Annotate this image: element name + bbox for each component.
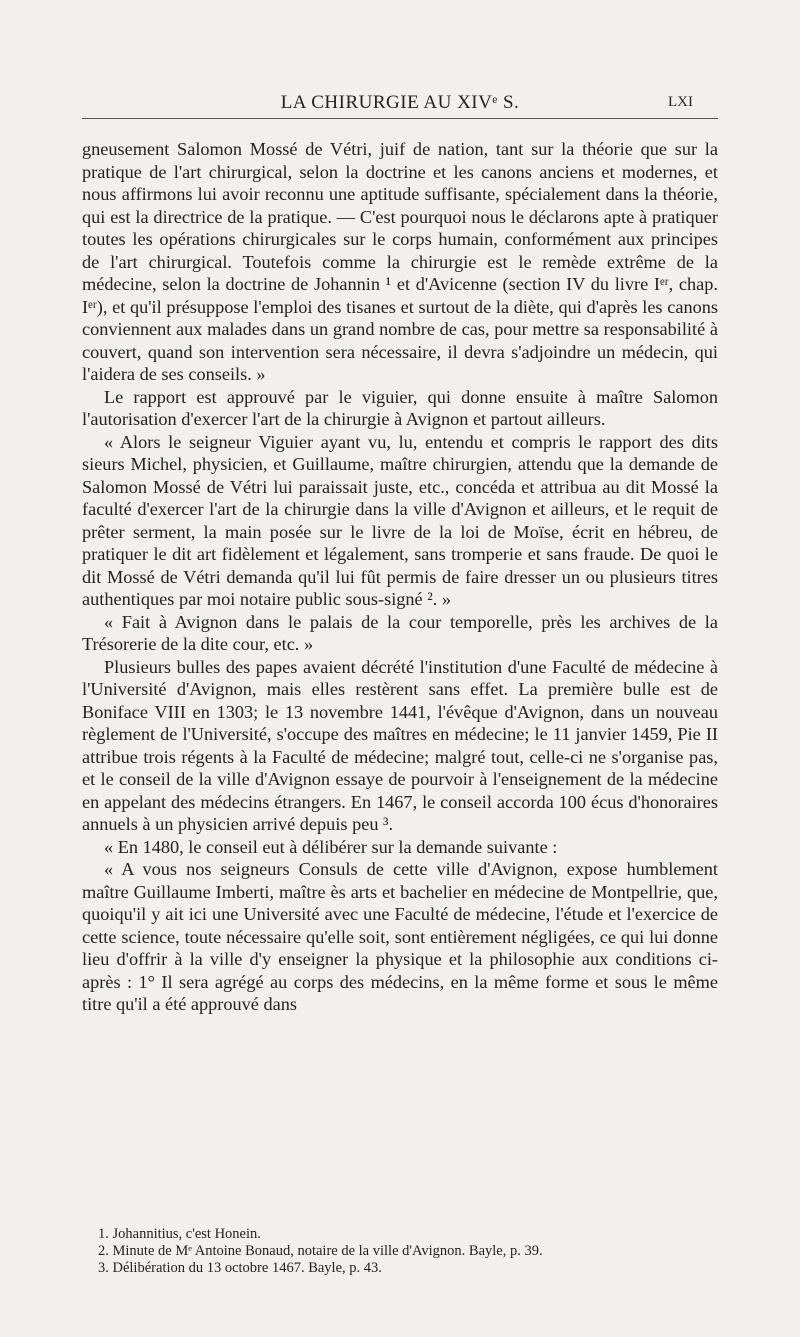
page-number: LXI bbox=[668, 94, 693, 110]
footnote: 2. Minute de Mᵉ Antoine Bonaud, notaire de la ville d'Avignon. Bayle, p. 39. bbox=[98, 1243, 543, 1259]
paragraph: « Alors le seigneur Viguier ayant vu, lu, entendu et compris le rapport des dits sieurs Michel, physicien, et Guillaume, maître chirurgien, attendu que la demande de Salomon Mossé de Vétri lui paraissait juste, etc., concéda et attribua au dit Mossé la faculté d'exercer l'art de la chirurgie dans la ville d'Avignon et ailleurs, et le requit de prêter serment, la main posée sur le livre de la loi de Moïse, écrit en hébreu, de pratiquer le dit art fidèlement et légalement, sans tromperie et sans fraude. De quoi le dit Mossé de Vétri demanda qu'il lui fût permis de faire dresser un ou plusieurs titres authentiques par moi notaire public sous-signé ². » bbox=[82, 431, 718, 609]
header-title: LA CHIRURGIE AU XIVᵉ S. bbox=[280, 92, 520, 113]
running-header bbox=[0, 92, 800, 116]
paragraph: Plusieurs bulles des papes avaient décrété l'institution d'une Faculté de médecine à l'Université d'Avignon, mais elles restèrent sans effet. La première bulle est de Boniface VIII en 1303; le 13 novembre 1441, l'évêque d'Avignon, dans un nouveau règlement de l'Université, s'occupe des maîtres en médecine; le 11 janvier 1459, Pie II attribue trois régents à la Faculté de médecine; malgré tout, celle-ci ne s'organise pas, et le conseil de la ville d'Avignon essaye de pourvoir à l'enseignement de la médecine en appelant des médecins étrangers. En 1467, le conseil accorda 100 écus d'honoraires annuels à un physicien arrivé depuis peu ³. bbox=[82, 656, 718, 834]
paragraph: gneusement Salomon Mossé de Vétri, juif de nation, tant sur la théorie que sur la pratique de l'art chirurgical, selon la doctrine et les canons anciens et modernes, et nous affirmons lui avoir reconnu une aptitude suffisante, spécialement dans la théorie, qui est la directrice de la pratique. — C'est pourquoi nous le déclarons apte à pratiquer toutes les opérations chirurgicales sur le corps humain, conformément aux principes de l'art chirurgical. Toutefois comme la chirurgie est le remède extrême de la médecine, selon la doctrine de Johannin ¹ et d'Avicenne (section IV du livre Iᵉʳ, chap. Iᵉʳ), et qu'il présuppose l'emploi des tisanes et surtout de la diète, qui d'après les canons conviennent aux malades dans un grand nombre de cas, pour mettre sa responsabilité à couvert, quand son intervention sera nécessaire, il devra s'adjoindre un médecin, qui l'aidera de ses conseils. » bbox=[82, 139, 718, 384]
paragraph: « Fait à Avignon dans le palais de la cour temporelle, près les archives de la Trésorerie de la dite cour, etc. » bbox=[82, 611, 718, 654]
footnotes bbox=[82, 1226, 718, 1277]
paragraph: « A vous nos seigneurs Consuls de cette ville d'Avignon, expose humblement maître Guillaume Imberti, maître ès arts et bachelier en médecine de Montpellrie, que, quoiqu'il y ait ici une Université avec une Faculté de médecine, l'étude et l'exercice de cette science, toute nécessaire qu'elle soit, sont entièrement négligées, ce qui lui donne lieu d'offrir à la ville d'y enseigner la physique et la philosophie aux conditions ci-après : 1° Il sera agrégé au corps des médecins, en la même forme et sous le même titre qu'il a été approuvé dans bbox=[82, 859, 718, 1014]
main-text bbox=[82, 138, 718, 1016]
paragraph: Le rapport est approuvé par le viguier, qui donne ensuite à maître Salomon l'autorisation d'exercer l'art de la chirurgie à Avignon et partout ailleurs. bbox=[82, 386, 718, 429]
header-rule bbox=[82, 118, 718, 119]
paragraph: « En 1480, le conseil eut à délibérer sur la demande suivante : bbox=[104, 836, 558, 857]
footnote: 1. Johannitius, c'est Honein. bbox=[98, 1226, 261, 1242]
footnote: 3. Délibération du 13 octobre 1467. Bayle, p. 43. bbox=[98, 1260, 382, 1276]
